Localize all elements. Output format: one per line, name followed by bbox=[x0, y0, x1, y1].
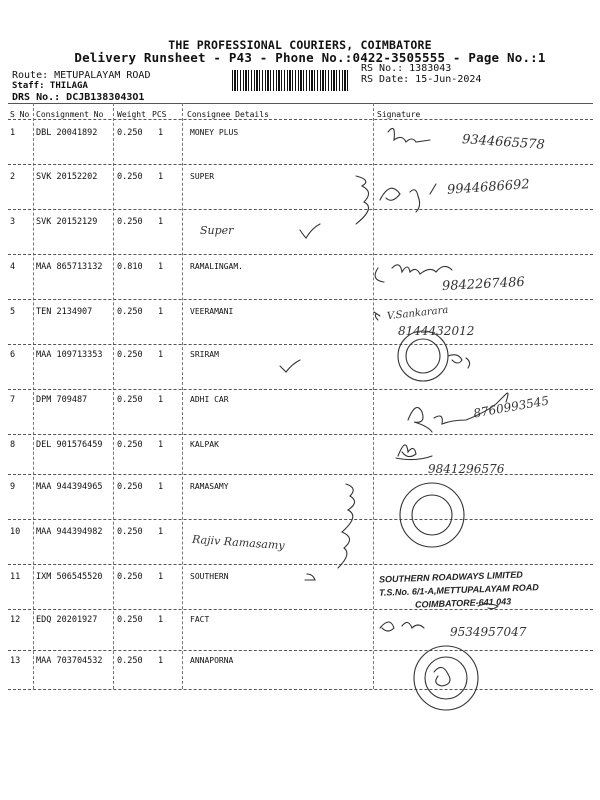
cell-weight: 0.250 bbox=[117, 656, 143, 666]
cell-consignment: EDQ 20201927 bbox=[36, 615, 98, 625]
signature-scrawl bbox=[356, 176, 369, 224]
cell-consignee: RAMALINGAM. bbox=[190, 262, 243, 271]
cell-consignee: FACT bbox=[190, 615, 210, 624]
col-header-sno: S No bbox=[10, 110, 30, 119]
cell-consignee: SRIRAM bbox=[190, 350, 219, 359]
col-header-consignment: Consignment No bbox=[36, 110, 104, 119]
cell-pcs: 1 bbox=[158, 217, 164, 227]
cell-pcs: 1 bbox=[158, 350, 164, 360]
seal-ring bbox=[425, 657, 467, 699]
cell-pcs: 1 bbox=[158, 572, 164, 582]
cell-pcs: 1 bbox=[158, 262, 164, 272]
col-header-signature: Signature bbox=[377, 110, 421, 119]
cell-weight: 0.250 bbox=[117, 307, 143, 317]
cell-pcs: 1 bbox=[158, 440, 164, 450]
cell-consignment: DBL 20041892 bbox=[36, 128, 98, 138]
handwritten-phone: 8760993545 bbox=[472, 393, 550, 421]
cell-sno: 9 bbox=[10, 482, 16, 492]
route-label: Route: METUPALAYAM ROAD bbox=[12, 70, 151, 81]
seal-ring bbox=[400, 483, 464, 547]
signature-scrawl bbox=[374, 312, 380, 320]
cell-consignee: RAMASAMY bbox=[190, 482, 229, 491]
cell-weight: 0.810 bbox=[117, 262, 143, 272]
cell-consignment: MAA 865713132 bbox=[36, 262, 103, 272]
signature-scrawl bbox=[380, 184, 436, 212]
handwritten-phone: 9344665578 bbox=[461, 132, 546, 153]
cell-pcs: 1 bbox=[158, 656, 164, 666]
handwritten-phone: 9841296576 bbox=[428, 462, 505, 476]
cell-consignment: SVK 20152202 bbox=[36, 172, 98, 182]
signature-scrawl bbox=[478, 604, 498, 609]
cell-weight: 0.250 bbox=[117, 440, 143, 450]
cell-weight: 0.250 bbox=[117, 572, 143, 582]
cell-consignment: MAA 944394965 bbox=[36, 482, 103, 492]
stamp-line: SOUTHERN ROADWAYS LIMITED bbox=[378, 569, 523, 585]
signature-scrawl bbox=[338, 484, 355, 568]
stamp-line: COIMBATORE-641 043 bbox=[414, 596, 512, 610]
cell-consignee: SUPER bbox=[190, 172, 215, 181]
col-header-pcs: PCS bbox=[152, 110, 167, 119]
runsheet-title: Delivery Runsheet - P43 - Phone No.:0422-3505555 - Page No.:1 bbox=[74, 50, 546, 65]
handwritten-name: Rajiv Ramasamy bbox=[191, 532, 286, 553]
cell-pcs: 1 bbox=[158, 128, 164, 138]
handwritten-name: Super bbox=[200, 224, 234, 237]
cell-weight: 0.250 bbox=[117, 527, 143, 537]
cell-sno: 2 bbox=[10, 172, 16, 182]
col-header-weight: Weight bbox=[117, 110, 146, 119]
cell-sno: 5 bbox=[10, 307, 16, 317]
cell-pcs: 1 bbox=[158, 307, 164, 317]
handwritten-phone: 9842267486 bbox=[441, 274, 526, 295]
stamp-line: T.S.No. 6/1-A,METTUPALAYAM ROAD bbox=[378, 582, 539, 598]
cell-pcs: 1 bbox=[158, 482, 164, 492]
cell-sno: 10 bbox=[10, 527, 21, 537]
cell-weight: 0.250 bbox=[117, 395, 143, 405]
cell-consignee: ADHI CAR bbox=[190, 395, 229, 404]
cell-consignment: MAA 703704532 bbox=[36, 656, 103, 666]
cell-pcs: 1 bbox=[158, 615, 164, 625]
cell-consignee: SOUTHERN bbox=[190, 572, 229, 581]
cell-sno: 1 bbox=[10, 128, 16, 138]
cell-consignment: MAA 944394982 bbox=[36, 527, 103, 537]
cell-weight: 0.250 bbox=[117, 128, 143, 138]
cell-sno: 12 bbox=[10, 615, 21, 625]
rs-date: RS Date: 15-Jun-2024 bbox=[361, 74, 482, 85]
cell-consignment: DPM 709487 bbox=[36, 395, 88, 405]
seal-emblem bbox=[434, 667, 450, 686]
cell-weight: 0.250 bbox=[117, 615, 143, 625]
cell-sno: 8 bbox=[10, 440, 16, 450]
cell-pcs: 1 bbox=[158, 527, 164, 537]
rs-number: RS No.: 1383043 bbox=[361, 63, 452, 74]
signature-scrawl bbox=[396, 445, 432, 460]
signature-scrawl bbox=[380, 622, 424, 631]
signature-scrawl bbox=[408, 393, 508, 432]
cell-consignment: DEL 901576459 bbox=[36, 440, 103, 450]
cell-consignee: MONEY PLUS bbox=[190, 128, 239, 137]
cell-consignment: TEN 2134907 bbox=[36, 307, 93, 317]
cell-consignee: KALPAK bbox=[190, 440, 219, 449]
cell-consignee: ANNAPORNA bbox=[190, 656, 234, 665]
cell-consignee: VEERAMANI bbox=[190, 307, 234, 316]
cell-sno: 4 bbox=[10, 262, 16, 272]
cell-pcs: 1 bbox=[158, 172, 164, 182]
check-mark bbox=[280, 360, 300, 372]
cell-consignment: SVK 20152129 bbox=[36, 217, 98, 227]
signature-scrawl bbox=[448, 355, 470, 368]
staff-label: Staff: THILAGA bbox=[12, 81, 88, 91]
check-mark bbox=[300, 224, 320, 238]
cell-sno: 13 bbox=[10, 656, 21, 666]
handwritten-phone: 8144432012 bbox=[398, 324, 475, 338]
cell-weight: 0.250 bbox=[117, 217, 143, 227]
seal-ring bbox=[412, 495, 452, 535]
handwritten-phone: 9534957047 bbox=[450, 625, 527, 639]
cell-consignment: IXM 506545520 bbox=[36, 572, 103, 582]
seal-ring bbox=[414, 646, 478, 710]
cell-weight: 0.250 bbox=[117, 350, 143, 360]
signature-scrawl bbox=[305, 574, 315, 580]
cell-sno: 3 bbox=[10, 217, 16, 227]
cell-weight: 0.250 bbox=[117, 482, 143, 492]
drs-number: DRS No.: DCJB1383043O1 bbox=[12, 92, 145, 103]
cell-sno: 6 bbox=[10, 350, 16, 360]
handwritten-name: V.Sankarara bbox=[386, 304, 449, 323]
cell-pcs: 1 bbox=[158, 395, 164, 405]
company-title: THE PROFESSIONAL COURIERS, COIMBATORE bbox=[168, 38, 432, 52]
signature-scrawl bbox=[375, 265, 452, 282]
cell-sno: 11 bbox=[10, 572, 21, 582]
col-header-consignee: Consignee Details bbox=[187, 110, 269, 119]
signature-scrawl bbox=[388, 128, 430, 142]
handwritten-phone: 9944686692 bbox=[446, 177, 531, 198]
cell-sno: 7 bbox=[10, 395, 16, 405]
seal-ring bbox=[406, 339, 440, 373]
cell-consignment: MAA 109713353 bbox=[36, 350, 103, 360]
cell-weight: 0.250 bbox=[117, 172, 143, 182]
